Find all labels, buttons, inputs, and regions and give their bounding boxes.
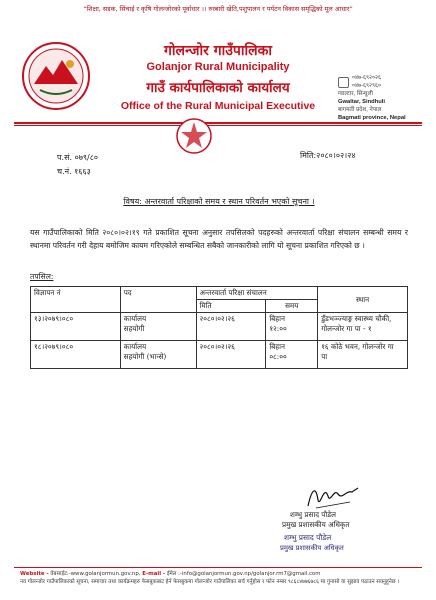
contact-block bbox=[338, 74, 430, 122]
subject-text: विषय: अन्तरवार्ता परिक्षाको समय र स्थान परिवर्तन भएको सूचना । bbox=[123, 197, 315, 206]
reference-number: प.सं. ०७९/८० bbox=[57, 153, 99, 162]
header-divider bbox=[14, 122, 422, 124]
table-row bbox=[31, 313, 408, 341]
footer bbox=[20, 570, 416, 586]
phone-row bbox=[338, 74, 430, 90]
header-ad-no: विज्ञापन नं bbox=[31, 287, 121, 313]
name-stamp: शम्भु प्रसाद पौडेल bbox=[284, 533, 332, 542]
phone-icon bbox=[338, 77, 349, 88]
cell-date: २०८०।०२।२६ bbox=[196, 341, 266, 369]
province-np: बागमती प्रदेश, नेपाल bbox=[338, 107, 382, 113]
phone-2: ०४७-६९२९६० bbox=[352, 83, 382, 89]
header-divider-thin bbox=[14, 125, 422, 126]
cell-ad-no: १३।२०७९।०८० bbox=[31, 313, 121, 341]
cell-place: १६ कोठे भवन, गोलन्जोर गा पा bbox=[318, 341, 408, 369]
address-np: ग्वाल्टार, सिन्धुली bbox=[338, 91, 373, 97]
dispatch-number: च.नं. १६६३ bbox=[57, 167, 91, 176]
email-label: E-mail - bbox=[142, 571, 166, 577]
header-post: पद bbox=[120, 287, 196, 313]
cell-ad-no: १८।२०७९।०८० bbox=[31, 341, 121, 369]
website-link[interactable]: वेबसाईट:-www.golanjormun.gov.np, bbox=[50, 571, 141, 577]
details-label: तपसिल: bbox=[30, 272, 54, 281]
office-name-np: गाउँ कार्यपालिकाको कार्यालय bbox=[146, 80, 290, 96]
office-name-en: Office of the Rural Municipal Executive bbox=[120, 100, 316, 112]
signatory-name: शम्भु प्रसाद पौडेल bbox=[290, 510, 336, 519]
province-en: Bagmati province, Nepal bbox=[338, 115, 406, 121]
header-date: मिति bbox=[196, 300, 266, 313]
cell-post: कार्यालय सहयोगी bbox=[120, 313, 196, 341]
municipality-name-np: गोलन्जोर गाउँपालिका bbox=[163, 43, 273, 59]
letter-body: यस गाउँपालिकाको मिति २०८०।०२।१९ गते प्रकाशित सूचना अनुसार तपसिलको पदहरुको अन्तरवार्ता परिक्षा संचालन सम्बन्धी समय र स्थानमा परिवर्तन गरी देहाय बमोजिम कायम गरिएकोले सम्बन्धित सबैको जानकारीको लागि यो सूचना प्रकाशित गरिएको छ । bbox=[30, 228, 408, 250]
motto: “शिक्षा, सडक, सिंचाई र कृषि गोलन्जोरको पूर्वाधार ।। रुरबारी खेति,पशुपालन र पर्यटन विकास समृद्धिको मूल आधार” bbox=[83, 5, 353, 13]
footer-divider bbox=[14, 567, 422, 568]
subject-line bbox=[64, 196, 374, 207]
cell-time: बिहान १२:०० bbox=[266, 313, 318, 341]
header-interview: अन्तरवार्ता परिक्षा संचालन bbox=[196, 287, 318, 300]
interview-schedule-table bbox=[30, 286, 408, 369]
footer-note: नव गोलन्जोर गाउँपालिकाको सूचना, समाचार तथा कार्यक्रमहरु फेसबुकबाट हेर्न फेसबुकमा गोलन्जोर गाउँपालिका सर्च गर्नुहोस र फोन नम्बर ९८६८४७७६७८६ मा गुनासो वा सुझाव पठाउन सक्नुहुनेछ । bbox=[20, 579, 400, 585]
cell-place: डुँडभञ्ज्याङ्ग स्वास्थ्य चौकी, गोलन्जोर गा पा - १ bbox=[318, 313, 408, 341]
post-stamp: प्रमुख प्रशासकीय अधिकृत bbox=[280, 544, 344, 552]
signatory-post: प्रमुख प्रशासकीय अधिकृत bbox=[282, 520, 350, 529]
address-en: Gwaltar, Sindhuli bbox=[338, 99, 386, 105]
header-place: स्थान bbox=[318, 287, 408, 313]
emblem-seal-icon bbox=[174, 116, 214, 156]
email-link[interactable]: ईमेल :-info@golanjormun.gov.np/golanjor.rm7@gmail.com bbox=[166, 571, 321, 577]
municipality-logo-icon bbox=[20, 40, 92, 112]
municipality-name-en: Golanjor Rural Municipality bbox=[146, 61, 290, 73]
table-header-row bbox=[31, 287, 408, 300]
header-time: समय bbox=[266, 300, 318, 313]
cell-post: कार्यालय सहयोगी (भान्से) bbox=[120, 341, 196, 369]
cell-date: २०८०।०२।२६ bbox=[196, 313, 266, 341]
website-label: Website - bbox=[20, 571, 49, 577]
phone-1: ०४७-६९२०२६ bbox=[352, 75, 382, 81]
table-row bbox=[31, 341, 408, 369]
letter-date: मिति:२०८०।०२।२४ bbox=[300, 151, 356, 160]
cell-time: बिहान ०८:०० bbox=[266, 341, 318, 369]
handwritten-signature bbox=[302, 478, 362, 514]
